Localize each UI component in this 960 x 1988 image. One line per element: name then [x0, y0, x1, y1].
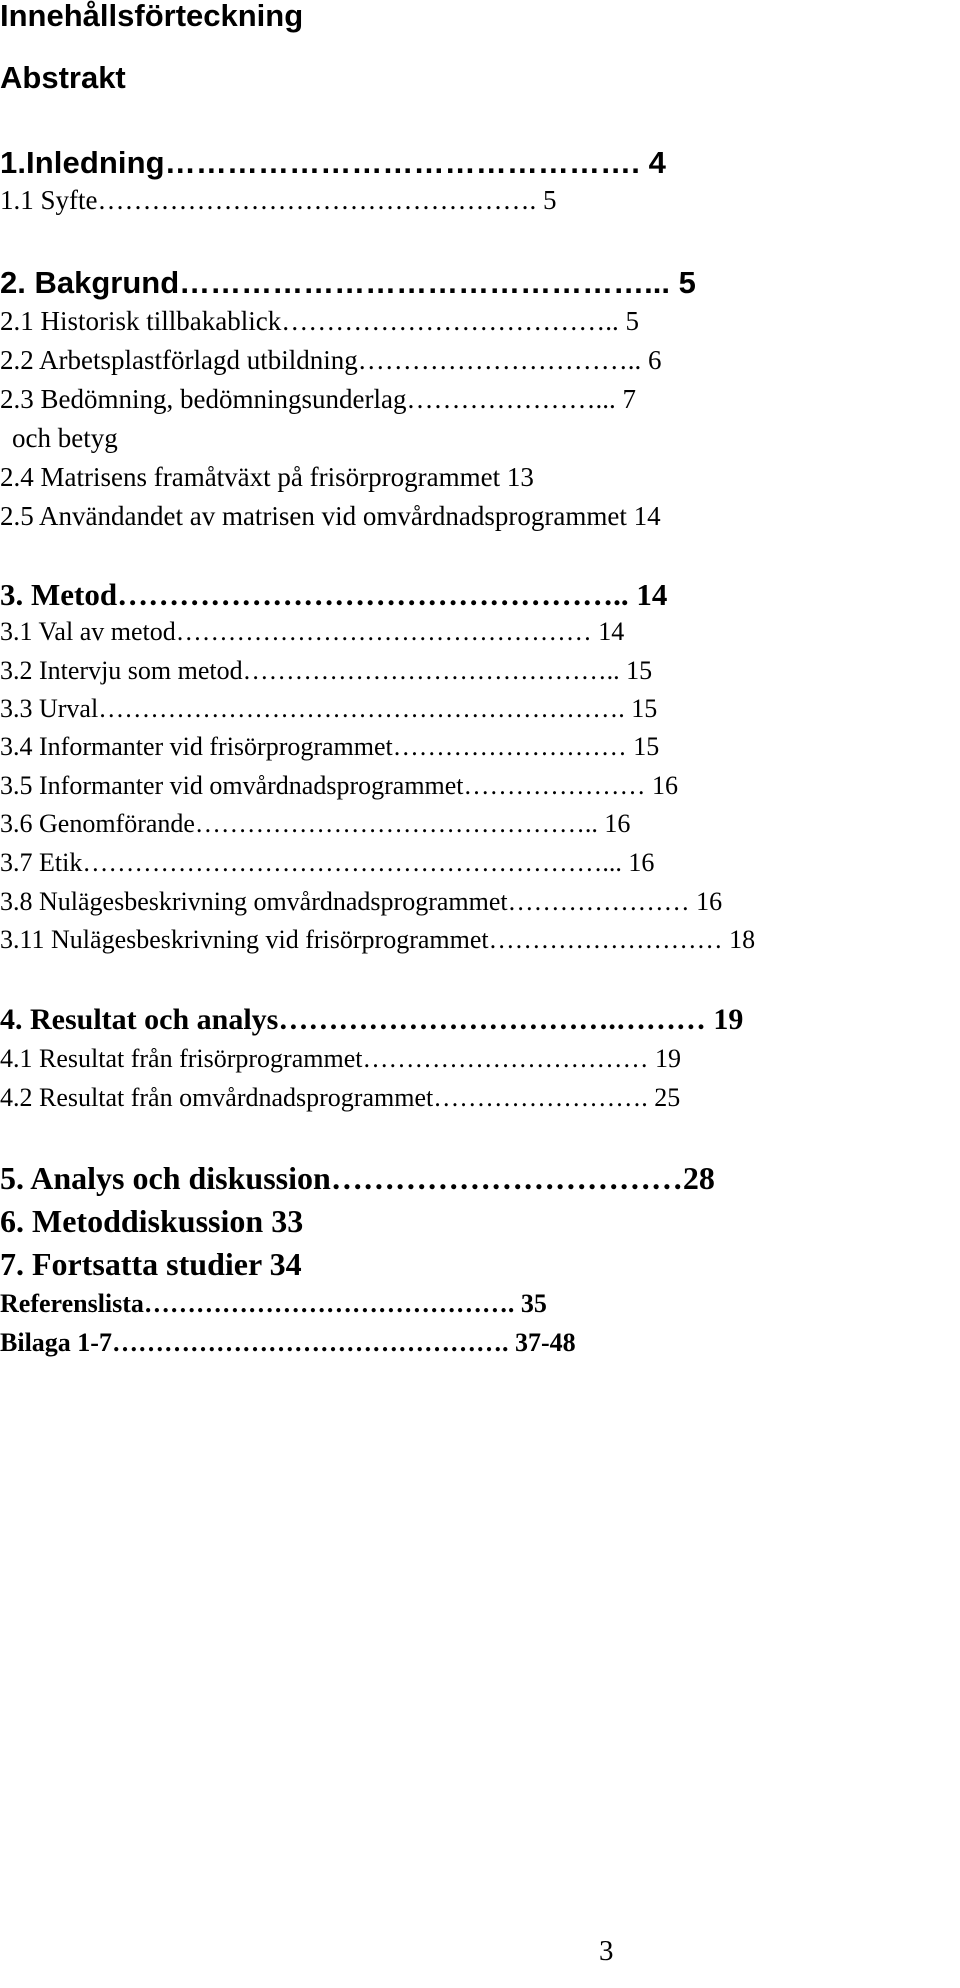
toc-entry-3: 3. Metod………………………………………….. 14	[0, 577, 668, 612]
toc-entry-3-2: 3.2 Intervju som metod…………………………………….. 15	[0, 656, 653, 685]
toc-entry-7: 7. Fortsatta studier 34	[0, 1246, 302, 1282]
toc-entry-3-11: 3.11 Nulägesbeskrivning vid frisörprogrammet……………………… 18	[0, 925, 756, 954]
toc-entry-1-1: 1.1 Syfte…………………………………………. 5	[0, 185, 557, 215]
abstract-heading: Abstrakt	[0, 60, 126, 95]
toc-entry-3-4: 3.4 Informanter vid frisörprogrammet……………………… 15	[0, 732, 660, 761]
toc-entry-2-5: 2.5 Användandet av matrisen vid omvårdnadsprogrammet 14	[0, 501, 661, 531]
toc-entry-5: 5. Analys och diskussion……………………………28	[0, 1160, 715, 1196]
toc-entry-2: 2. Bakgrund………………………………………... 5	[0, 265, 696, 300]
toc-entry-referenslista: Referenslista……………………………………. 35	[0, 1289, 547, 1318]
toc-entry-6: 6. Metoddiskussion 33	[0, 1203, 304, 1239]
toc-entry-3-3: 3.3 Urval……………………………………………………. 15	[0, 694, 658, 723]
toc-entry-bilaga: Bilaga 1-7………………………………………. 37-48	[0, 1328, 576, 1357]
toc-entry-3-5: 3.5 Informanter vid omvårdnadsprogrammet………………… 16	[0, 771, 679, 800]
toc-entry-2-2: 2.2 Arbetsplastförlagd utbildning………………………….. 6	[0, 345, 662, 375]
toc-entry-2-3-cont: och betyg	[12, 423, 118, 453]
toc-entry-4-2: 4.2 Resultat från omvårdnadsprogrammet……………………. 25	[0, 1083, 681, 1112]
toc-entry-2-3: 2.3 Bedömning, bedömningsunderlag…………………... 7	[0, 384, 636, 414]
toc-entry-1: 1.Inledning………………………………………. 4	[0, 145, 666, 180]
toc-title: Innehållsförteckning	[0, 0, 304, 33]
toc-entry-3-1: 3.1 Val av metod………………………………………… 14	[0, 617, 625, 646]
toc-entry-4-1: 4.1 Resultat från frisörprogrammet…………………………… 19	[0, 1044, 681, 1073]
toc-entry-3-6: 3.6 Genomförande……………………………………….. 16	[0, 809, 631, 838]
page-number: 3	[599, 1935, 614, 1967]
toc-entry-2-1: 2.1 Historisk tillbakablick……………………………….. 5	[0, 306, 639, 336]
toc-entry-4: 4. Resultat och analys…………………………….……… 19	[0, 1003, 744, 1036]
toc-entry-3-8: 3.8 Nulägesbeskrivning omvårdnadsprogrammet………………… 16	[0, 887, 723, 916]
toc-entry-2-4: 2.4 Matrisens framåtväxt på frisörprogrammet 13	[0, 462, 534, 492]
toc-entry-3-7: 3.7 Etik……………………………………………………... 16	[0, 848, 655, 877]
